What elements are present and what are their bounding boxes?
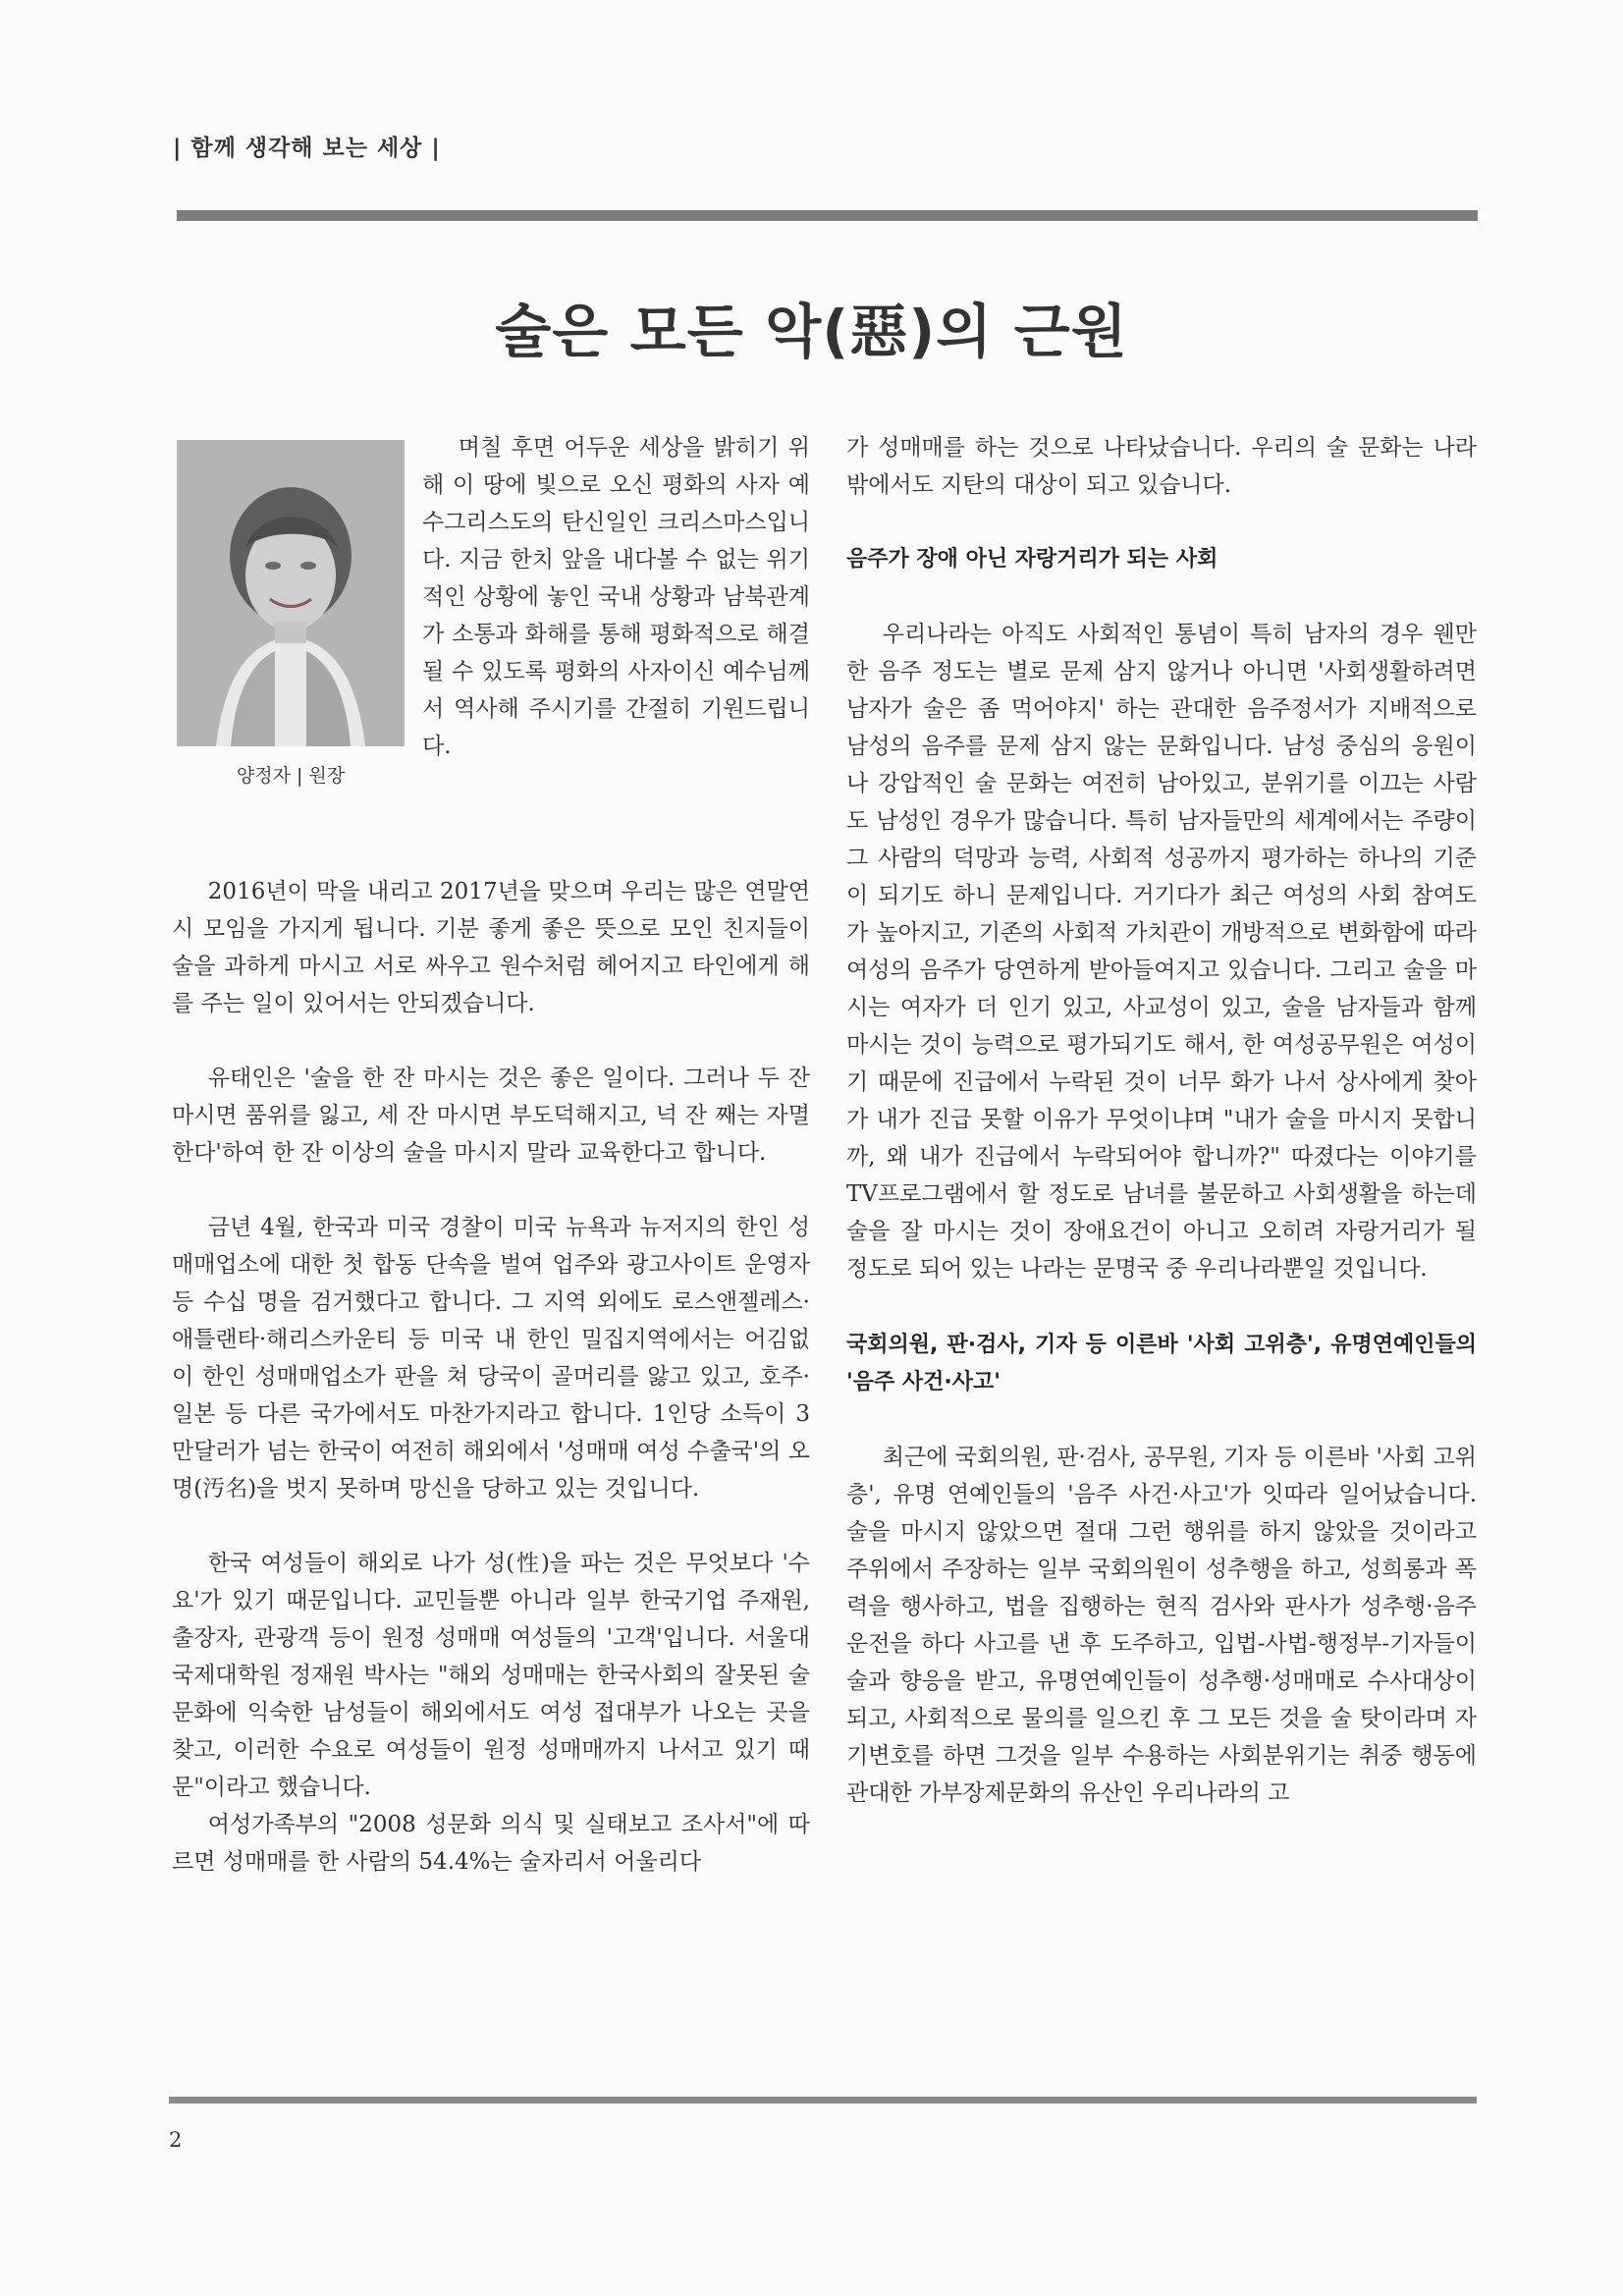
body-paragraph: 최근에 국회의원, 판·검사, 공무원, 기자 등 이른바 '사회 고위층', 유명 연예인들의 '음주 사건·사고'가 잇따라 일어났습니다. 술을 마시지 않았으면 절대 그런 행위를 하지 않았을 것이라고 주위에서 주장하는 일부 국회의원이 성추행을 하고, 성희롱과 폭력을 행사하고, 법을 집행하는 현직 검사와 판사가 성추행·음주운전을 하다 사고를 낸 후 도주하고, 입법-사법-행정부-기자들이 술과 향응을 받고, 유명연예인들이 성추행·성매매로 수사대상이 되고, 사회적으로 물의를 일으킨 후 그 모든 것을 술 탓이라며 자기변호를 하면 그것을 일부 수용하는 사회분위기는 취중 행동에 관대한 가부장제문화의 유산인 우리나라의 고 — [846, 1445, 1477, 1806]
intro-column — [422, 429, 810, 765]
body-paragraph: 금년 4월, 한국과 미국 경찰이 미국 뉴욕과 뉴저지의 한인 성매매업소에 대한 첫 합동 단속을 벌여 업주와 광고사이트 운영자 등 수십 명을 검거했다고 합니다. 그 지역 외에도 로스앤젤레스·애틀랜타·해리스카운티 등 미국 내 한인 밀집지역에서는 어김없이 한인 성매매업소가 판을 쳐 당국이 골머리를 앓고 있고, 호주·일본 등 다른 국가에서도 마찬가지라고 합니다. 1인당 소득이 3만달러가 넘는 한국이 여전히 해외에서 '성매매 여성 수출국'의 오명(汚名)을 벗지 못하며 망신을 당하고 있는 것입니다. — [172, 1215, 810, 1502]
body-paragraph: 2016년이 막을 내리고 2017년을 맞으며 우리는 많은 연말연시 모임을 가지게 됩니다. 기분 좋게 좋은 뜻으로 모인 친지들이 술을 과하게 마시고 서로 싸우고 원수처럼 헤어지고 타인에게 해를 주는 일이 있어서는 안되겠습니다. — [172, 879, 810, 1016]
right-column — [846, 429, 1477, 1812]
body-paragraph: 한국 여성들이 해외로 나가 성(性)을 파는 것은 무엇보다 '수요'가 있기 때문입니다. 교민들뿐 아니라 일부 한국기업 주재원, 출장자, 관광객 등이 원정 성매매 여성들의 '고객'입니다. 서울대 국제대학원 정재원 박사는 "해외 성매매는 한국사회의 잘못된 술 문화에 익숙한 남성들이 해외에서도 여성 접대부가 나오는 곳을 찾고, 이러한 수요로 여성들이 원정 성매매까지 나서고 있기 때문"이라고 했습니다. — [172, 1551, 810, 1800]
subheading: 음주가 장애 아닌 자랑거리가 되는 사회 — [846, 547, 1218, 572]
article-title: 술은 모든 악(惡)의 근원 — [495, 298, 1128, 365]
body-paragraph-continuation: 가 성매매를 하는 것으로 나타났습니다. 우리의 술 문화는 나라 밖에서도 지탄의 대상이 되고 있습니다. — [846, 435, 1477, 498]
body-paragraph: 유태인은 '술을 한 잔 마시는 것은 좋은 일이다. 그러나 두 잔 마시면 품위를 잃고, 세 잔 마시면 부도덕해지고, 넉 잔 째는 자멸한다'하여 한 잔 이상의 술을 마시지 말라 교육한다고 합니다. — [172, 1066, 810, 1166]
header-rule — [177, 210, 1478, 221]
page-number: 2 — [169, 2128, 183, 2152]
intro-paragraph: 며칠 후면 어두운 세상을 밝히기 위해 이 땅에 빛으로 오신 평화의 사자 예수그리스도의 탄신일인 크리스마스입니다. 지금 한치 앞을 내다볼 수 없는 위기적인 상황에 놓인 국내 상황과 남북관계가 소통과 화해를 통해 평화적으로 해결될 수 있도록 평화의 사자이신 예수님께서 역사해 주시기를 간절히 기원드립니다. — [422, 435, 810, 759]
body-paragraph: 우리나라는 아직도 사회적인 통념이 특히 남자의 경우 웬만한 음주 정도는 별로 문제 삼지 않거나 아니면 '사회생활하려면 남자가 술은 좀 먹어야지' 하는 관대한 음주정서가 지배적으로 남성의 음주를 문제 삼지 않는 문화입니다. 남성 중심의 응원이나 강압적인 술 문화는 여전히 남아있고, 분위기를 이끄는 사람도 남성인 경우가 많습니다. 특히 남자들만의 세계에서는 주량이 그 사람의 덕망과 능력, 사회적 성공까지 평가하는 하나의 기준이 되기도 하니 문제입니다. 거기다가 최근 여성의 사회 참여도가 높아지고, 기존의 사회적 가치관이 개방적으로 변화함에 따라 여성의 음주가 당연하게 받아들여지고 있습니다. 그리고 술을 마시는 여자가 더 인기 있고, 사교성이 있고, 술을 남자들과 함께 마시는 것이 능력으로 평가되기도 해서, 한 여성공무원은 여성이기 때문에 진급에서 누락된 것이 너무 화가 나서 상사에게 찾아가 내가 진급 못할 이유가 무엇이냐며 "내가 술을 마시지 못합니까, 왜 내가 진급에서 누락되어야 합니까?" 따졌다는 이야기를 TV프로그램에서 할 정도로 남녀를 불문하고 사회생활을 하는데 술을 잘 마시는 것이 장애요건이 아니고 오히려 자랑거리가 될 정도로 되어 있는 나라는 문명국 중 우리나라뿐일 것입니다. — [846, 622, 1477, 1282]
author-caption: 양정자 | 원장 — [236, 765, 346, 787]
body-paragraph: 여성가족부의 "2008 성문화 의식 및 실태보고 조사서"에 따르면 성매매를 한 사람의 54.4%는 술자리서 어울리다 — [172, 1812, 810, 1875]
subheading: 국회의원, 판·검사, 기자 등 이른바 '사회 고위층', 유명연예인들의 '음주 사건·사고' — [846, 1333, 1477, 1394]
left-column — [172, 873, 810, 1881]
section-label: | 함께 생각해 보는 세상 | — [173, 136, 441, 161]
author-photo — [177, 440, 405, 746]
footer-rule — [169, 2097, 1477, 2104]
